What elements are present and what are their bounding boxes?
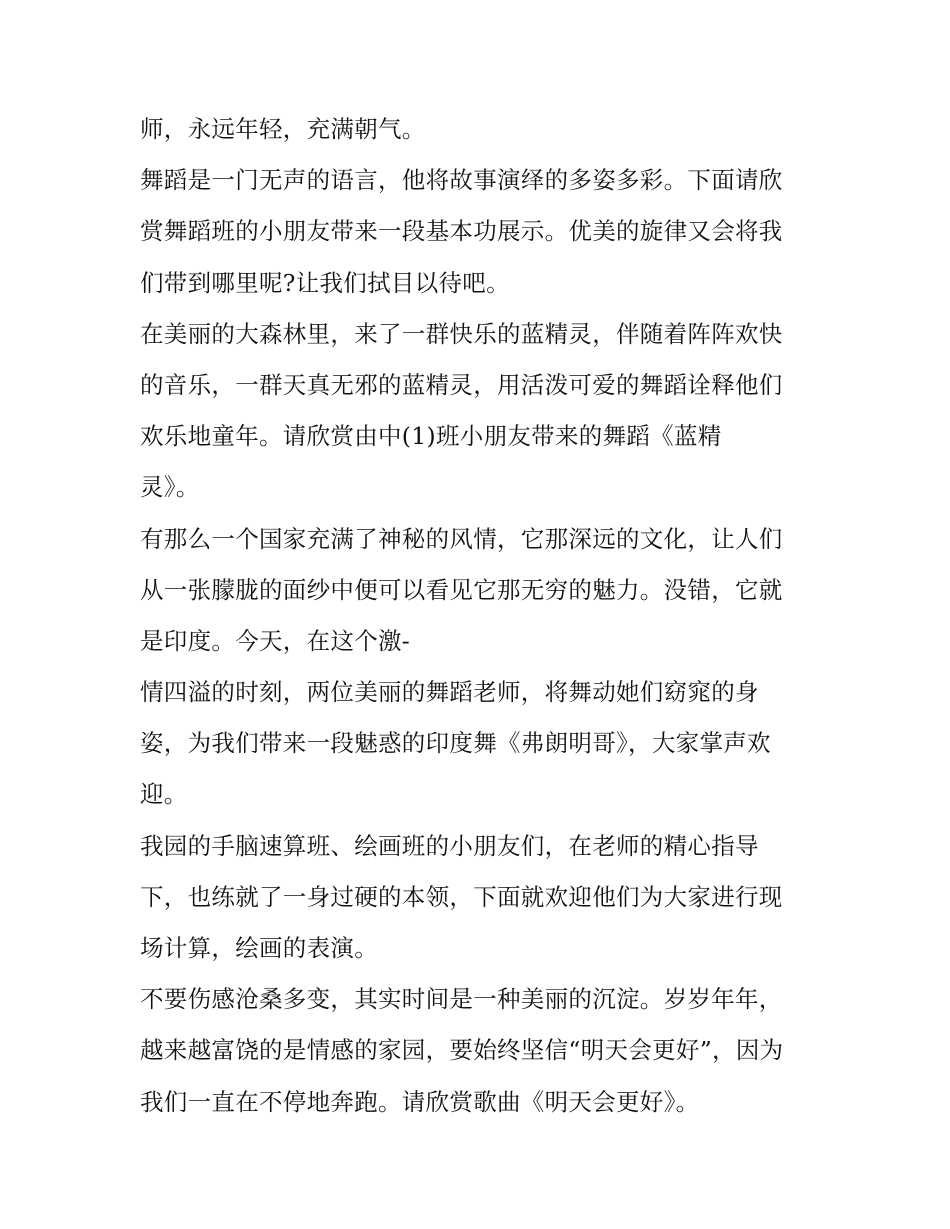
text-line: 下，也练就了一身过硬的本领，下面就欢迎他们为大家进行现 <box>140 882 783 911</box>
text-line: 不要伤感沧桑多变，其实时间是一种美丽的沉淀。岁岁年年， <box>140 985 783 1014</box>
text-line: 的音乐，一群天真无邪的蓝精灵，用活泼可爱的舞蹈诠释他们 <box>140 370 783 399</box>
document-body <box>140 104 820 1128</box>
text-line: 是印度。今天，在这个激- <box>140 626 411 655</box>
text-line: 迎。 <box>140 780 188 809</box>
text-line: 从一张朦胧的面纱中便可以看见它那无穷的魅力。没错，它就 <box>140 575 783 604</box>
text-line: 师，永远年轻，充满朝气。 <box>140 115 426 143</box>
text-line: 情四溢的时刻，两位美丽的舞蹈老师，将舞动她们窈窕的身 <box>140 678 759 707</box>
text-line: 我园的手脑速算班、绘画班的小朋友们，在老师的精心指导 <box>140 831 759 860</box>
text-line: 们带到哪里呢?让我们拭目以待吧。 <box>140 268 510 297</box>
text-line: 越来越富饶的是情感的家园，要始终坚信“明天会更好”，因为 <box>140 1036 784 1065</box>
text-line: 场计算，绘画的表演。 <box>140 934 378 962</box>
text-line: 欢乐地童年。请欣赏由中(1)班小朋友带来的舞蹈《蓝精 <box>140 422 722 451</box>
text-line: 在美丽的大森林里，来了一群快乐的蓝精灵，伴随着阵阵欢快 <box>140 319 783 348</box>
text-line: 姿，为我们带来一段魅惑的印度舞《弗朗明哥》，大家掌声欢 <box>140 729 771 758</box>
text-line: 有那么一个国家充满了神秘的风情，它那深远的文化，让人们 <box>140 524 783 553</box>
text-line: 赏舞蹈班的小朋友带来一段基本功展示。优美的旋律又会将我 <box>140 217 783 246</box>
text-line: 舞蹈是一门无声的语言，他将故事演绎的多姿多彩。下面请欣 <box>140 166 783 195</box>
text-line: 我们一直在不停地奔跑。请欣赏歌曲《明天会更好》。 <box>140 1087 700 1116</box>
text-line: 灵》。 <box>140 473 200 502</box>
